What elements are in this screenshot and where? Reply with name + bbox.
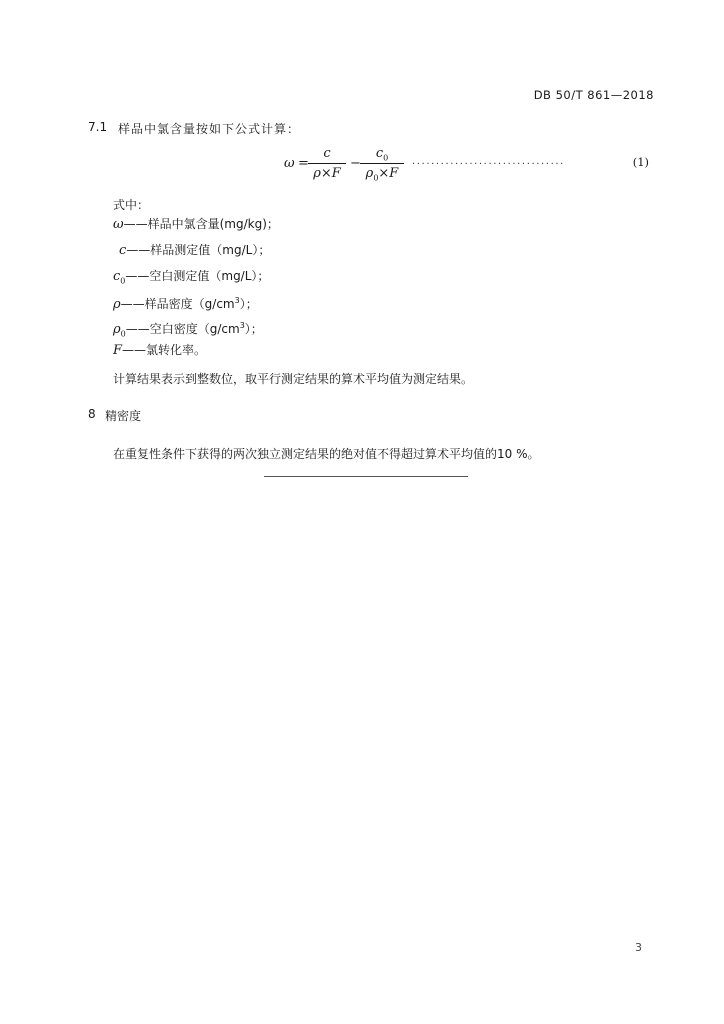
formula-fraction-2	[360, 146, 404, 183]
variable-row	[113, 214, 279, 234]
variable-row	[113, 291, 258, 311]
variable-row	[113, 340, 206, 360]
variable-description: ——氯转化率。	[122, 343, 207, 357]
fraction-2-numerator: $c_0$	[375, 146, 389, 163]
fraction-1-bar	[308, 163, 346, 164]
end-of-document-rule	[264, 476, 468, 477]
variable-row	[119, 240, 270, 260]
fraction-1-denominator: ρ×F	[313, 166, 341, 181]
variable-symbol: ρ	[113, 297, 121, 312]
variable-row	[113, 316, 263, 339]
precision-text: 在重复性条件下获得的两次独立测定结果的绝对值不得超过算术平均值的10 %。	[113, 447, 540, 461]
variable-description: ——样品测定值（mg/L）；	[126, 243, 271, 257]
where-label: 式中：	[113, 198, 150, 212]
formula-lhs: ω	[284, 156, 295, 171]
page-number: 3	[635, 941, 642, 954]
variable-row	[113, 266, 269, 286]
fraction-2-bar	[360, 163, 404, 164]
fraction-1-numerator: c	[323, 146, 331, 161]
variable-symbol: F	[113, 343, 123, 358]
fraction-2-denominator: $\rho_0\times F$	[365, 166, 399, 183]
equation-number: (1)	[632, 155, 649, 169]
clause-number: 7.1	[88, 120, 108, 134]
variable-description: ——样品中氯含量(mg/kg)；	[123, 217, 279, 231]
formula-leader-dots: ................................	[412, 156, 565, 167]
section-title: 精密度	[105, 409, 142, 423]
formula-fraction-1	[308, 146, 346, 183]
variable-symbol: $c_0$	[113, 269, 126, 286]
variable-symbol: $\rho_0$	[113, 322, 126, 339]
variable-description: ——空白密度$(g/cm^3)$；	[125, 321, 263, 336]
section-number: 8	[88, 407, 96, 421]
clause-text: 样品中氯含量按如下公式计算：	[118, 122, 301, 136]
variable-symbol: c	[119, 243, 127, 258]
formula-equals: =	[298, 156, 309, 171]
variable-description: ——空白测定值（mg/L）；	[125, 269, 270, 283]
result-expression-note: 计算结果表示到整数位，取平行测定结果的算术平均值为测定结果。	[113, 372, 474, 386]
formula-minus: −	[350, 156, 361, 171]
document-code: DB 50/T 861—2018	[533, 88, 654, 102]
variable-symbol: ω	[113, 217, 124, 232]
variable-description: ——样品密度$(g/cm^3)$；	[120, 296, 258, 311]
